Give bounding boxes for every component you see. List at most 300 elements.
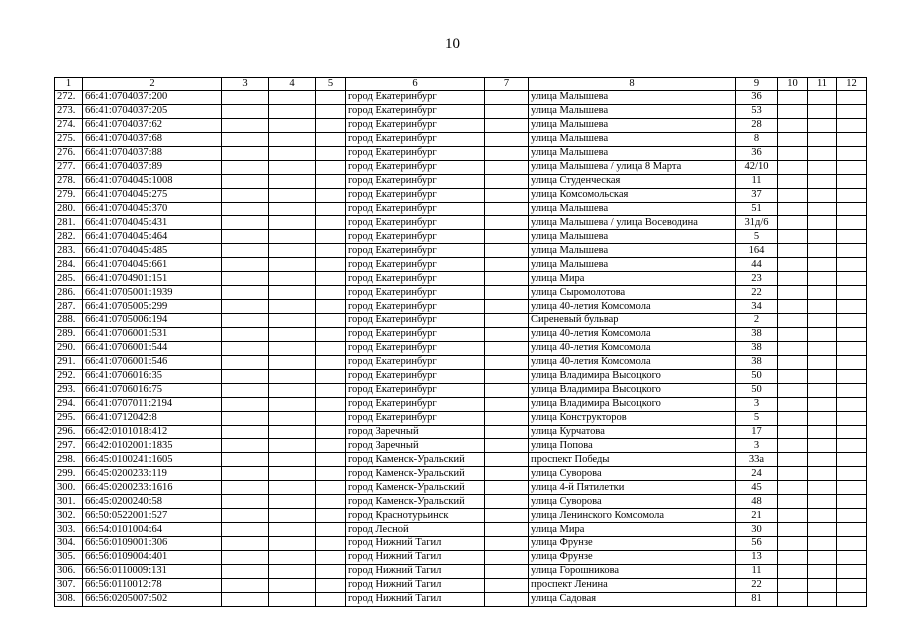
header-cell: 2 [83,78,222,91]
street: улица Курчатова [529,425,736,439]
empty-cell [316,537,346,551]
empty-cell [485,258,529,272]
empty-cell [269,202,316,216]
empty-cell [837,327,867,341]
locality: город Екатеринбург [346,272,485,286]
empty-cell [269,341,316,355]
table-row [55,132,867,146]
cadastral-number: 66:41:0704037:205 [83,104,222,118]
table-row [55,523,867,537]
empty-cell [808,118,837,132]
empty-cell [485,160,529,174]
empty-cell [808,411,837,425]
empty-cell [222,160,269,174]
empty-cell [808,453,837,467]
cadastral-number: 66:41:0704037:200 [83,91,222,105]
empty-cell [316,467,346,481]
empty-cell [269,188,316,202]
table-row [55,230,867,244]
empty-cell [808,104,837,118]
table-row [55,244,867,258]
empty-cell [808,523,837,537]
locality: город Заречный [346,425,485,439]
empty-cell [222,564,269,578]
house-number: 22 [736,286,778,300]
empty-cell [222,453,269,467]
empty-cell [485,411,529,425]
table-row [55,91,867,105]
row-number: 285. [55,272,83,286]
row-number: 288. [55,314,83,328]
empty-cell [222,425,269,439]
empty-cell [222,216,269,230]
empty-cell [222,550,269,564]
empty-cell [222,383,269,397]
empty-cell [316,495,346,509]
locality: город Нижний Тагил [346,564,485,578]
empty-cell [778,523,808,537]
empty-cell [778,564,808,578]
cadastral-number: 66:56:0109004:401 [83,550,222,564]
empty-cell [808,537,837,551]
table-row [55,341,867,355]
locality: город Екатеринбург [346,369,485,383]
locality: город Лесной [346,523,485,537]
empty-cell [222,439,269,453]
empty-cell [316,146,346,160]
street: улица Студенческая [529,174,736,188]
header-row [55,78,867,91]
empty-cell [808,160,837,174]
empty-cell [269,272,316,286]
table-row [55,300,867,314]
cadastral-number: 66:41:0704045:370 [83,202,222,216]
street: улица Сыромолотова [529,286,736,300]
row-number: 282. [55,230,83,244]
empty-cell [222,104,269,118]
empty-cell [837,160,867,174]
cadastral-number: 66:54:0101004:64 [83,523,222,537]
row-number: 291. [55,355,83,369]
street: улица Комсомольская [529,188,736,202]
empty-cell [269,481,316,495]
row-number: 306. [55,564,83,578]
empty-cell [778,188,808,202]
empty-cell [222,578,269,592]
empty-cell [837,564,867,578]
empty-cell [316,104,346,118]
empty-cell [778,160,808,174]
empty-cell [808,174,837,188]
empty-cell [222,327,269,341]
empty-cell [222,132,269,146]
row-number: 281. [55,216,83,230]
locality: город Заречный [346,439,485,453]
empty-cell [808,244,837,258]
empty-cell [485,272,529,286]
row-number: 303. [55,523,83,537]
empty-cell [222,397,269,411]
empty-cell [808,202,837,216]
street: улица Попова [529,439,736,453]
empty-cell [778,355,808,369]
empty-cell [485,509,529,523]
empty-cell [778,411,808,425]
row-number: 280. [55,202,83,216]
table-row [55,327,867,341]
table-row [55,160,867,174]
street: улица Суворова [529,467,736,481]
row-number: 277. [55,160,83,174]
empty-cell [485,578,529,592]
empty-cell [808,286,837,300]
empty-cell [778,397,808,411]
empty-cell [222,314,269,328]
empty-cell [837,341,867,355]
row-number: 301. [55,495,83,509]
empty-cell [837,272,867,286]
empty-cell [808,258,837,272]
empty-cell [778,202,808,216]
house-number: 36 [736,91,778,105]
locality: город Нижний Тагил [346,592,485,606]
empty-cell [316,453,346,467]
street: улица Малышева [529,104,736,118]
house-number: 42/10 [736,160,778,174]
house-number: 21 [736,509,778,523]
table-row [55,216,867,230]
empty-cell [485,453,529,467]
empty-cell [316,439,346,453]
street: улица Малышева [529,146,736,160]
cadastral-number: 66:41:0704045:464 [83,230,222,244]
empty-cell [269,118,316,132]
empty-cell [316,258,346,272]
empty-cell [222,118,269,132]
street: улица Малышева [529,202,736,216]
empty-cell [269,216,316,230]
cadastral-number: 66:45:0100241:1605 [83,453,222,467]
empty-cell [222,509,269,523]
empty-cell [222,495,269,509]
empty-cell [778,272,808,286]
empty-cell [837,537,867,551]
cadastral-number: 66:56:0109001:306 [83,537,222,551]
empty-cell [837,411,867,425]
cadastral-number: 66:41:0712042:8 [83,411,222,425]
empty-cell [808,509,837,523]
cadastral-number: 66:41:0704045:431 [83,216,222,230]
empty-cell [808,188,837,202]
locality: город Екатеринбург [346,202,485,216]
empty-cell [485,425,529,439]
house-number: 50 [736,369,778,383]
row-number: 302. [55,509,83,523]
empty-cell [837,258,867,272]
empty-cell [316,244,346,258]
table-row [55,202,867,216]
locality: город Каменск-Уральский [346,467,485,481]
empty-cell [316,272,346,286]
row-number: 287. [55,300,83,314]
page-number: 10 [445,36,460,52]
house-number: 31д/6 [736,216,778,230]
locality: город Екатеринбург [346,104,485,118]
empty-cell [837,146,867,160]
empty-cell [222,341,269,355]
empty-cell [269,509,316,523]
empty-cell [808,564,837,578]
header-cell: 7 [485,78,529,91]
header-cell: 11 [808,78,837,91]
empty-cell [222,300,269,314]
locality: город Екатеринбург [346,300,485,314]
cadastral-number: 66:50:0522001:527 [83,509,222,523]
row-number: 294. [55,397,83,411]
empty-cell [837,91,867,105]
empty-cell [269,425,316,439]
empty-cell [316,369,346,383]
cadastral-number: 66:41:0705001:1939 [83,286,222,300]
cadastral-number: 66:41:0704901:151 [83,272,222,286]
empty-cell [269,383,316,397]
empty-cell [269,258,316,272]
cadastral-number: 66:41:0704045:485 [83,244,222,258]
house-number: 164 [736,244,778,258]
empty-cell [485,592,529,606]
table-row [55,272,867,286]
empty-cell [808,341,837,355]
cadastral-number: 66:56:0110009:131 [83,564,222,578]
empty-cell [778,104,808,118]
empty-cell [316,523,346,537]
row-number: 292. [55,369,83,383]
empty-cell [808,383,837,397]
street: Сиреневый бульвар [529,314,736,328]
row-number: 295. [55,411,83,425]
locality: город Екатеринбург [346,383,485,397]
empty-cell [778,550,808,564]
empty-cell [485,188,529,202]
empty-cell [808,467,837,481]
empty-cell [837,132,867,146]
street: улица Фрунзе [529,550,736,564]
row-number: 293. [55,383,83,397]
table-row [55,495,867,509]
street: улица Ленинского Комсомола [529,509,736,523]
locality: город Екатеринбург [346,411,485,425]
empty-cell [837,523,867,537]
street: улица 40-летия Комсомола [529,341,736,355]
empty-cell [269,537,316,551]
locality: город Екатеринбург [346,174,485,188]
empty-cell [485,118,529,132]
empty-cell [778,578,808,592]
locality: город Каменск-Уральский [346,495,485,509]
empty-cell [222,592,269,606]
empty-cell [316,397,346,411]
empty-cell [808,146,837,160]
street: улица 40-летия Комсомола [529,355,736,369]
empty-cell [485,383,529,397]
cadastral-number: 66:41:0704037:89 [83,160,222,174]
cadastral-number: 66:41:0706001:546 [83,355,222,369]
empty-cell [269,355,316,369]
empty-cell [316,314,346,328]
empty-cell [269,439,316,453]
empty-cell [485,397,529,411]
house-number: 3 [736,397,778,411]
empty-cell [808,314,837,328]
row-number: 274. [55,118,83,132]
table-row [55,467,867,481]
row-number: 279. [55,188,83,202]
house-number: 44 [736,258,778,272]
empty-cell [808,439,837,453]
row-number: 298. [55,453,83,467]
empty-cell [808,216,837,230]
table-row [55,411,867,425]
row-number: 272. [55,91,83,105]
row-number: 304. [55,537,83,551]
house-number: 13 [736,550,778,564]
street: улица Малышева [529,230,736,244]
house-number: 81 [736,592,778,606]
street: улица Владимира Высоцкого [529,397,736,411]
row-number: 290. [55,341,83,355]
header-cell: 8 [529,78,736,91]
empty-cell [485,174,529,188]
locality: город Нижний Тагил [346,578,485,592]
empty-cell [316,341,346,355]
house-number: 50 [736,383,778,397]
locality: город Екатеринбург [346,341,485,355]
empty-cell [222,286,269,300]
empty-cell [837,439,867,453]
locality: город Екатеринбург [346,188,485,202]
empty-cell [485,495,529,509]
empty-cell [222,188,269,202]
empty-cell [837,216,867,230]
empty-cell [316,91,346,105]
street: улица Малышева [529,118,736,132]
empty-cell [778,592,808,606]
house-number: 24 [736,467,778,481]
empty-cell [808,272,837,286]
empty-cell [837,467,867,481]
table-row [55,104,867,118]
street: улица Малышева [529,132,736,146]
empty-cell [485,216,529,230]
empty-cell [778,230,808,244]
row-number: 308. [55,592,83,606]
empty-cell [808,397,837,411]
empty-cell [269,523,316,537]
header-cell: 5 [316,78,346,91]
empty-cell [269,132,316,146]
table-row [55,578,867,592]
empty-cell [837,355,867,369]
house-number: 5 [736,230,778,244]
empty-cell [837,314,867,328]
cadastral-number: 66:41:0707011:2194 [83,397,222,411]
row-number: 299. [55,467,83,481]
table-row [55,383,867,397]
empty-cell [269,592,316,606]
empty-cell [837,244,867,258]
empty-cell [316,202,346,216]
locality: город Екатеринбург [346,146,485,160]
street: улица Фрунзе [529,537,736,551]
cadastral-number: 66:41:0706016:75 [83,383,222,397]
empty-cell [316,592,346,606]
empty-cell [837,495,867,509]
empty-cell [837,509,867,523]
empty-cell [316,509,346,523]
empty-cell [485,369,529,383]
header-cell: 1 [55,78,83,91]
locality: город Екатеринбург [346,397,485,411]
cadastral-number: 66:41:0704037:88 [83,146,222,160]
house-number: 34 [736,300,778,314]
empty-cell [485,91,529,105]
empty-cell [778,258,808,272]
empty-cell [316,578,346,592]
empty-cell [316,132,346,146]
empty-cell [778,132,808,146]
empty-cell [837,300,867,314]
empty-cell [316,300,346,314]
empty-cell [269,467,316,481]
empty-cell [808,369,837,383]
empty-cell [837,230,867,244]
street: проспект Ленина [529,578,736,592]
house-number: 33а [736,453,778,467]
locality: город Нижний Тагил [346,537,485,551]
row-number: 300. [55,481,83,495]
street: улица 40-летия Комсомола [529,300,736,314]
header-cell: 9 [736,78,778,91]
house-number: 8 [736,132,778,146]
locality: город Екатеринбург [346,327,485,341]
empty-cell [222,467,269,481]
empty-cell [485,286,529,300]
table-row [55,118,867,132]
table-row [55,550,867,564]
empty-cell [808,327,837,341]
empty-cell [269,286,316,300]
table-row [55,314,867,328]
row-number: 289. [55,327,83,341]
house-number: 38 [736,355,778,369]
house-number: 37 [736,188,778,202]
street: улица Мира [529,523,736,537]
house-number: 11 [736,174,778,188]
cadastral-number: 66:41:0704045:661 [83,258,222,272]
empty-cell [485,300,529,314]
empty-cell [778,327,808,341]
empty-cell [808,132,837,146]
locality: город Екатеринбург [346,216,485,230]
empty-cell [316,425,346,439]
empty-cell [837,383,867,397]
empty-cell [778,481,808,495]
empty-cell [837,453,867,467]
empty-cell [837,481,867,495]
locality: город Краснотурьинск [346,509,485,523]
empty-cell [837,118,867,132]
empty-cell [269,230,316,244]
